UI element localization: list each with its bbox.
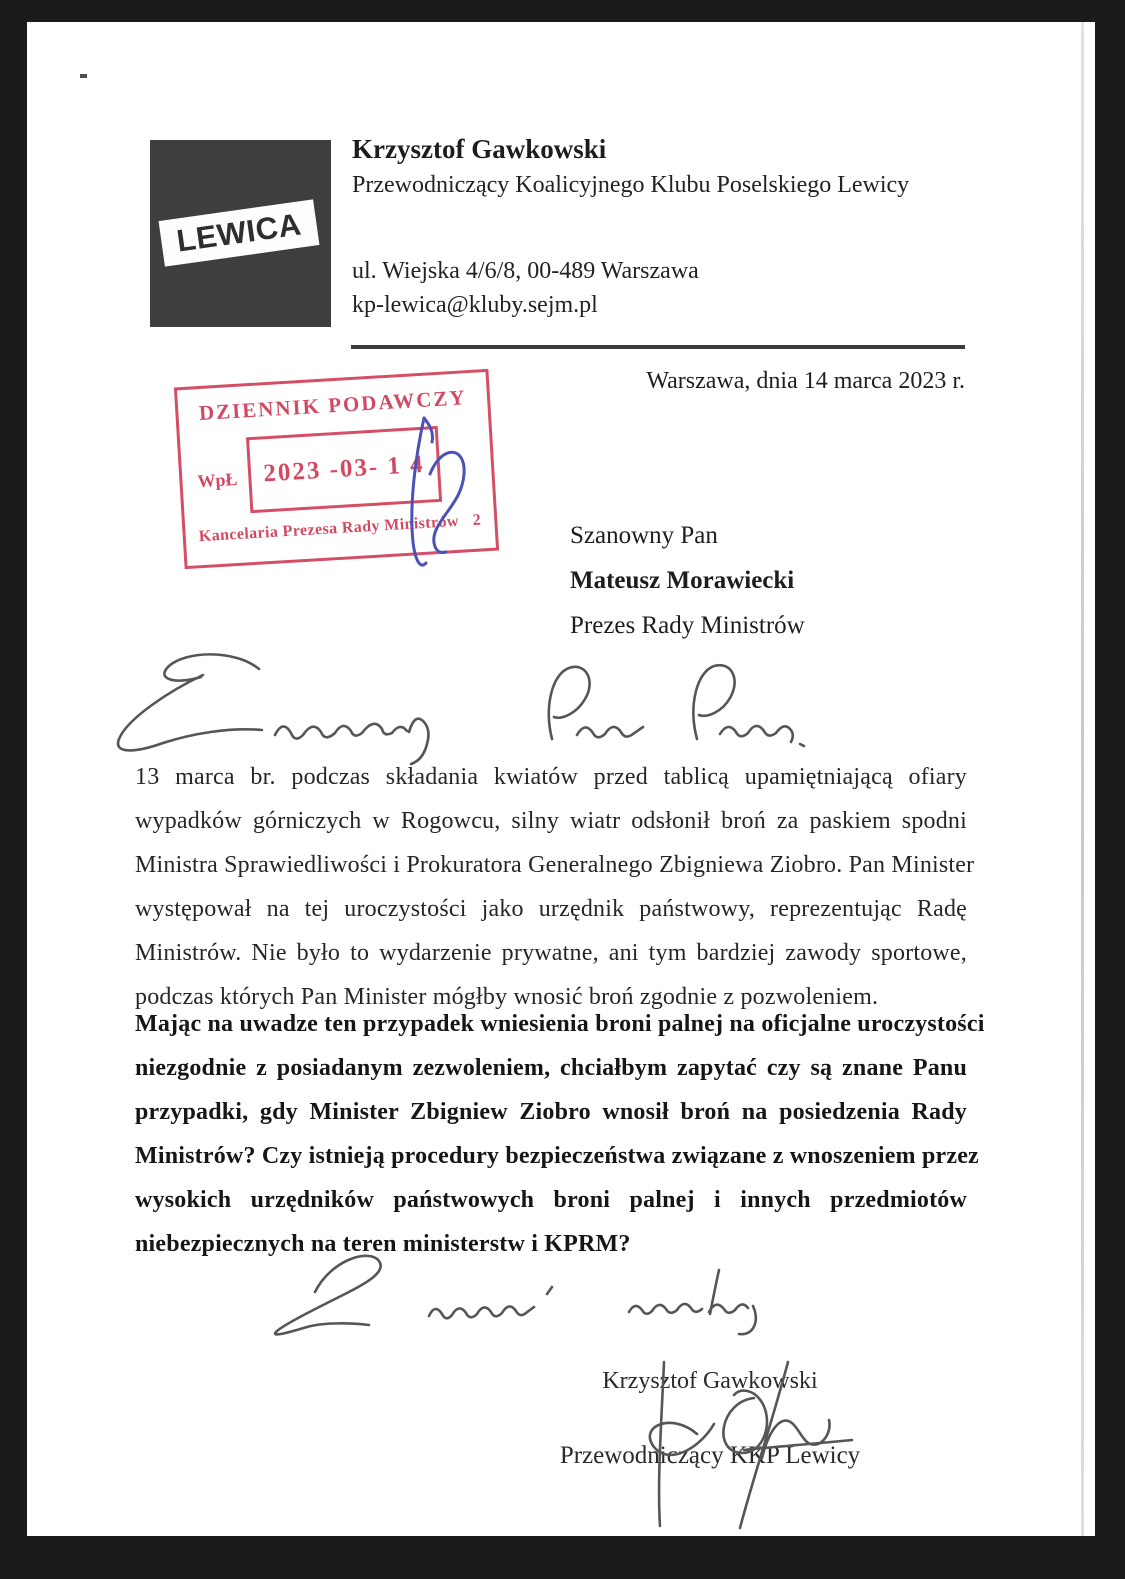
body-paragraph-1: [135, 755, 975, 1019]
paragraph-line: Ministrów? Czy istnieją procedury bezpieczeństwa związane z wnoszeniem przez: [135, 1143, 979, 1169]
paragraph-line: Ministra Sprawiedliwości i Prokuratora Generalnego Zbigniewa Ziobro. Pan Minister: [135, 852, 975, 878]
paragraph-line: Ministrów. Nie było to wydarzenie prywatne, ani tym bardziej zawody sportowe,: [135, 940, 967, 966]
paragraph-line: Mając na uwadze ten przypadek wniesienia broni palnej na oficjalne uroczystości: [135, 1011, 985, 1037]
scan-edge-artifact: [1081, 22, 1084, 1536]
sender-title: Przewodniczący Koalicyjnego Klubu Poselskiego Lewicy: [352, 172, 910, 198]
lewica-logo-banner: [159, 199, 320, 266]
paragraph-line: 13 marca br. podczas składania kwiatów przed tablicą upamiętniającą ofiary: [135, 764, 967, 790]
paragraph-line: wypadków górniczych w Rogowcu, silny wiatr odsłonił broń za paskiem spodni: [135, 808, 967, 834]
handwritten-signature: [602, 1360, 857, 1530]
header-divider: [351, 345, 965, 349]
sender-address: ul. Wiejska 4/6/8, 00-489 Warszawa: [352, 258, 699, 284]
stamp-wpl-label: WpŁ: [196, 468, 239, 492]
body-paragraph-2: [135, 1002, 985, 1266]
paragraph-line: niebezpiecznych na teren ministerstw i KPRM?: [135, 1231, 631, 1257]
stamp-office: Kancelaria Prezesa Rady Ministrów: [198, 512, 460, 546]
recipient-salutation: Szanowny Pan: [570, 522, 718, 549]
stamp-title: DZIENNIK PODAWCZY: [198, 385, 468, 426]
paragraph-line: występował na tej uroczystości jako urzędnik państwowy, reprezentując Radę: [135, 896, 967, 922]
signatory-name: Krzysztof Gawkowski: [602, 1368, 818, 1394]
lewica-logo: [150, 140, 331, 327]
signatory-title: Przewodniczący KKP Lewicy: [559, 1442, 861, 1469]
letter-paper: [27, 22, 1095, 1536]
lewica-logo-text: LEWICA: [174, 206, 304, 259]
stamp-initials-handwriting: [372, 412, 484, 577]
sender-email: kp-lewica@kluby.sejm.pl: [352, 292, 598, 318]
paragraph-line: podczas których Pan Minister mógłby wnosić broń zgodnie z pozwoleniem.: [135, 984, 879, 1010]
stamp-number: 2: [472, 511, 482, 529]
paragraph-line: przypadki, gdy Minister Zbigniew Ziobro wnosił broń na posiedzenia Rady: [135, 1099, 967, 1125]
paragraph-line: wysokich urzędników państwowych broni palnej i innych przedmiotów: [135, 1187, 967, 1213]
dateline: Warszawa, dnia 14 marca 2023 r.: [646, 368, 965, 394]
stamp-date: 2023 -03- 1 4: [262, 450, 426, 488]
handwritten-closing: [257, 1232, 797, 1337]
recipient-title: Prezes Rady Ministrów: [570, 612, 805, 639]
sender-name: Krzysztof Gawkowski: [352, 134, 607, 164]
scan-speck: [80, 74, 87, 78]
handwritten-greeting: [107, 647, 807, 767]
paragraph-line: niezgodnie z posiadanym zezwoleniem, chciałbym zapytać czy są znane Panu: [135, 1055, 967, 1081]
recipient-block: [570, 522, 805, 657]
recipient-name: Mateusz Morawiecki: [570, 567, 795, 594]
